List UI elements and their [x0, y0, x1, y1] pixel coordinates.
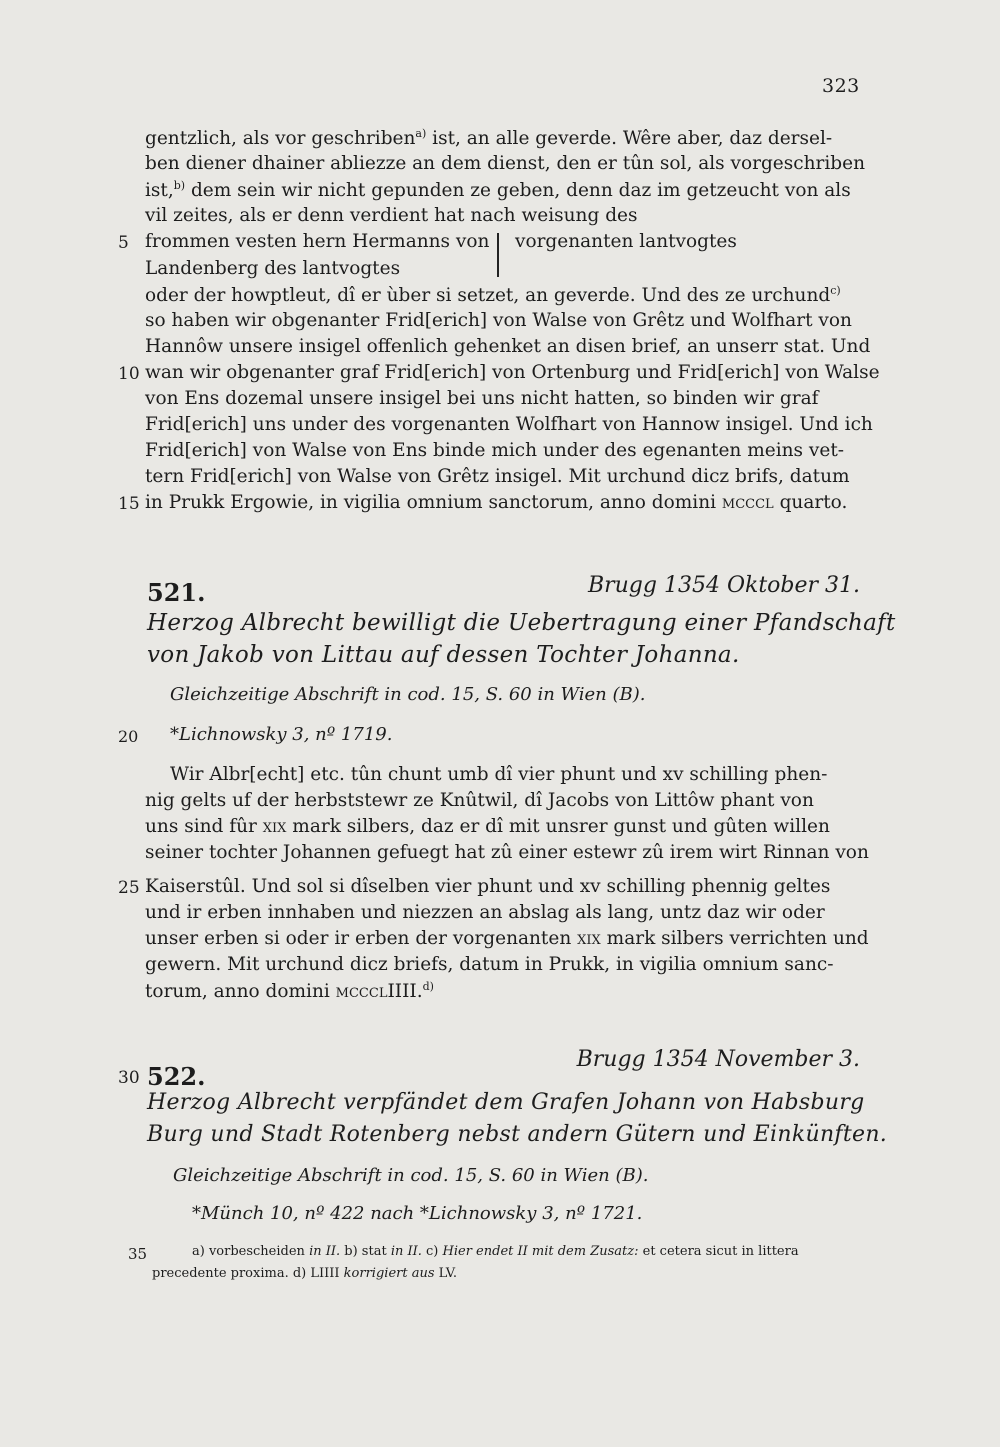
- document-date: Brugg 1354 Oktober 31.: [587, 573, 860, 598]
- text-line: von Ens dozemal unsere insigel bei uns nicht hatten, so binden wir graf: [145, 388, 819, 409]
- line-number: 30: [118, 1068, 140, 1088]
- text-line: nig gelts uf der herbststewr ze Knûtwil, dî Jacobs von Littôw phant von: [145, 790, 814, 811]
- text-line: seiner tochter Johannen gefuegt hat zû einer estewr zû irem wirt Rinnan von: [145, 842, 869, 863]
- document-title-line: Burg und Stadt Rotenberg nebst andern Gütern und Einkünften.: [147, 1122, 888, 1147]
- line-number: 5: [118, 233, 129, 253]
- text-line: Frid[erich] uns under des vorgenanten Wolfhart von Hannow insigel. Und ich: [145, 414, 873, 435]
- document-title-line: Herzog Albrecht bewilligt die Uebertragung einer Pfandschaft: [147, 610, 896, 636]
- text-line: gentzlich, als vor geschriben$^{a)}$ ist, an alle geverde. Wêre aber, daz dersel-: [145, 127, 833, 150]
- source-note: *Lichnowsky 3, nº 1719.: [170, 724, 393, 745]
- text-line: tern Frid[erich] von Walse von Grêtz insigel. Mit urchund dicz brifs, datum: [145, 466, 850, 487]
- text-line: Hannôw unsere insigel offenlich gehenket an disen brief, an unserr stat. Und: [145, 336, 871, 357]
- text-line: so haben wir obgenanter Frid[erich] von Walse von Grêtz und Wolfhart von: [145, 310, 852, 331]
- source-note: Gleichzeitige Abschrift in cod. 15, S. 60 in Wien (B).: [173, 1165, 649, 1186]
- line-number: 10: [118, 364, 140, 384]
- document-number: 522.: [147, 1062, 206, 1091]
- text-line: ben diener dhainer abliezze an dem dienst, den er tûn sol, als vorgeschriben: [145, 153, 865, 174]
- text-line: vil zeites, als er denn verdient hat nach weisung des: [145, 205, 638, 226]
- text-line: Kaiserstûl. Und sol si dîselben vier phunt und xv schilling phennig geltes: [145, 876, 831, 897]
- column-divider: [497, 233, 499, 277]
- text-line: ist,$^{b)}$ dem sein wir nicht gepunden ze geben, denn daz im getzeucht von als: [145, 179, 851, 202]
- text-line: torum, anno domini mccclIIII.$^{d)}$: [145, 980, 434, 1003]
- document-number: 521.: [147, 578, 206, 607]
- text-line: in Prukk Ergowie, in vigilia omnium sanctorum, anno domini mcccl quarto.: [145, 492, 848, 513]
- document-title-line: von Jakob von Littau auf dessen Tochter Johanna.: [147, 642, 740, 668]
- footnote-line: precedente proxima. d) LIIII korrigiert aus LV.: [152, 1266, 457, 1281]
- page-number: 323: [822, 75, 860, 97]
- source-note: *Münch 10, nº 422 nach *Lichnowsky 3, nº 1721.: [192, 1203, 643, 1224]
- line-number: 20: [118, 727, 139, 746]
- text-line-left-column: Landenberg des lantvogtes: [145, 258, 401, 279]
- text-line: und ir erben innhaben und niezzen an abslag als lang, untz daz wir oder: [145, 902, 825, 923]
- document-title-line: Herzog Albrecht verpfändet dem Grafen Johann von Habsburg: [147, 1090, 865, 1115]
- line-number: 25: [118, 878, 140, 898]
- text-line: unser erben si oder ir erben der vorgenanten xix mark silbers verrichten und: [145, 928, 869, 949]
- text-line: gewern. Mit urchund dicz briefs, datum in Prukk, in vigilia omnium sanc-: [145, 954, 834, 975]
- text-line: Wir Albr[echt] etc. tûn chunt umb dî vier phunt und xv schilling phen-: [170, 764, 828, 785]
- text-line-right-column: vorgenanten lantvogtes: [515, 231, 737, 252]
- text-line: oder der howptleut, dî er ùber si setzet, an geverde. Und des ze urchund$^{c)}$: [145, 284, 841, 307]
- source-note: Gleichzeitige Abschrift in cod. 15, S. 60 in Wien (B).: [170, 684, 646, 705]
- text-line: Frid[erich] von Walse von Ens binde mich under des egenanten meins vet-: [145, 440, 845, 461]
- text-line: wan wir obgenanter graf Frid[erich] von Ortenburg und Frid[erich] von Walse: [145, 362, 880, 383]
- text-line: uns sind fûr xix mark silbers, daz er dî mit unsrer gunst und gûten willen: [145, 816, 830, 837]
- text-line-left-column: frommen vesten hern Hermanns von: [145, 231, 490, 252]
- line-number: 15: [118, 494, 140, 514]
- document-date: Brugg 1354 November 3.: [576, 1047, 860, 1072]
- footnote-line: a) vorbescheiden in II. b) stat in II. c) Hier endet II mit dem Zusatz: et cetera sicut in littera: [192, 1244, 799, 1259]
- line-number: 35: [128, 1245, 148, 1263]
